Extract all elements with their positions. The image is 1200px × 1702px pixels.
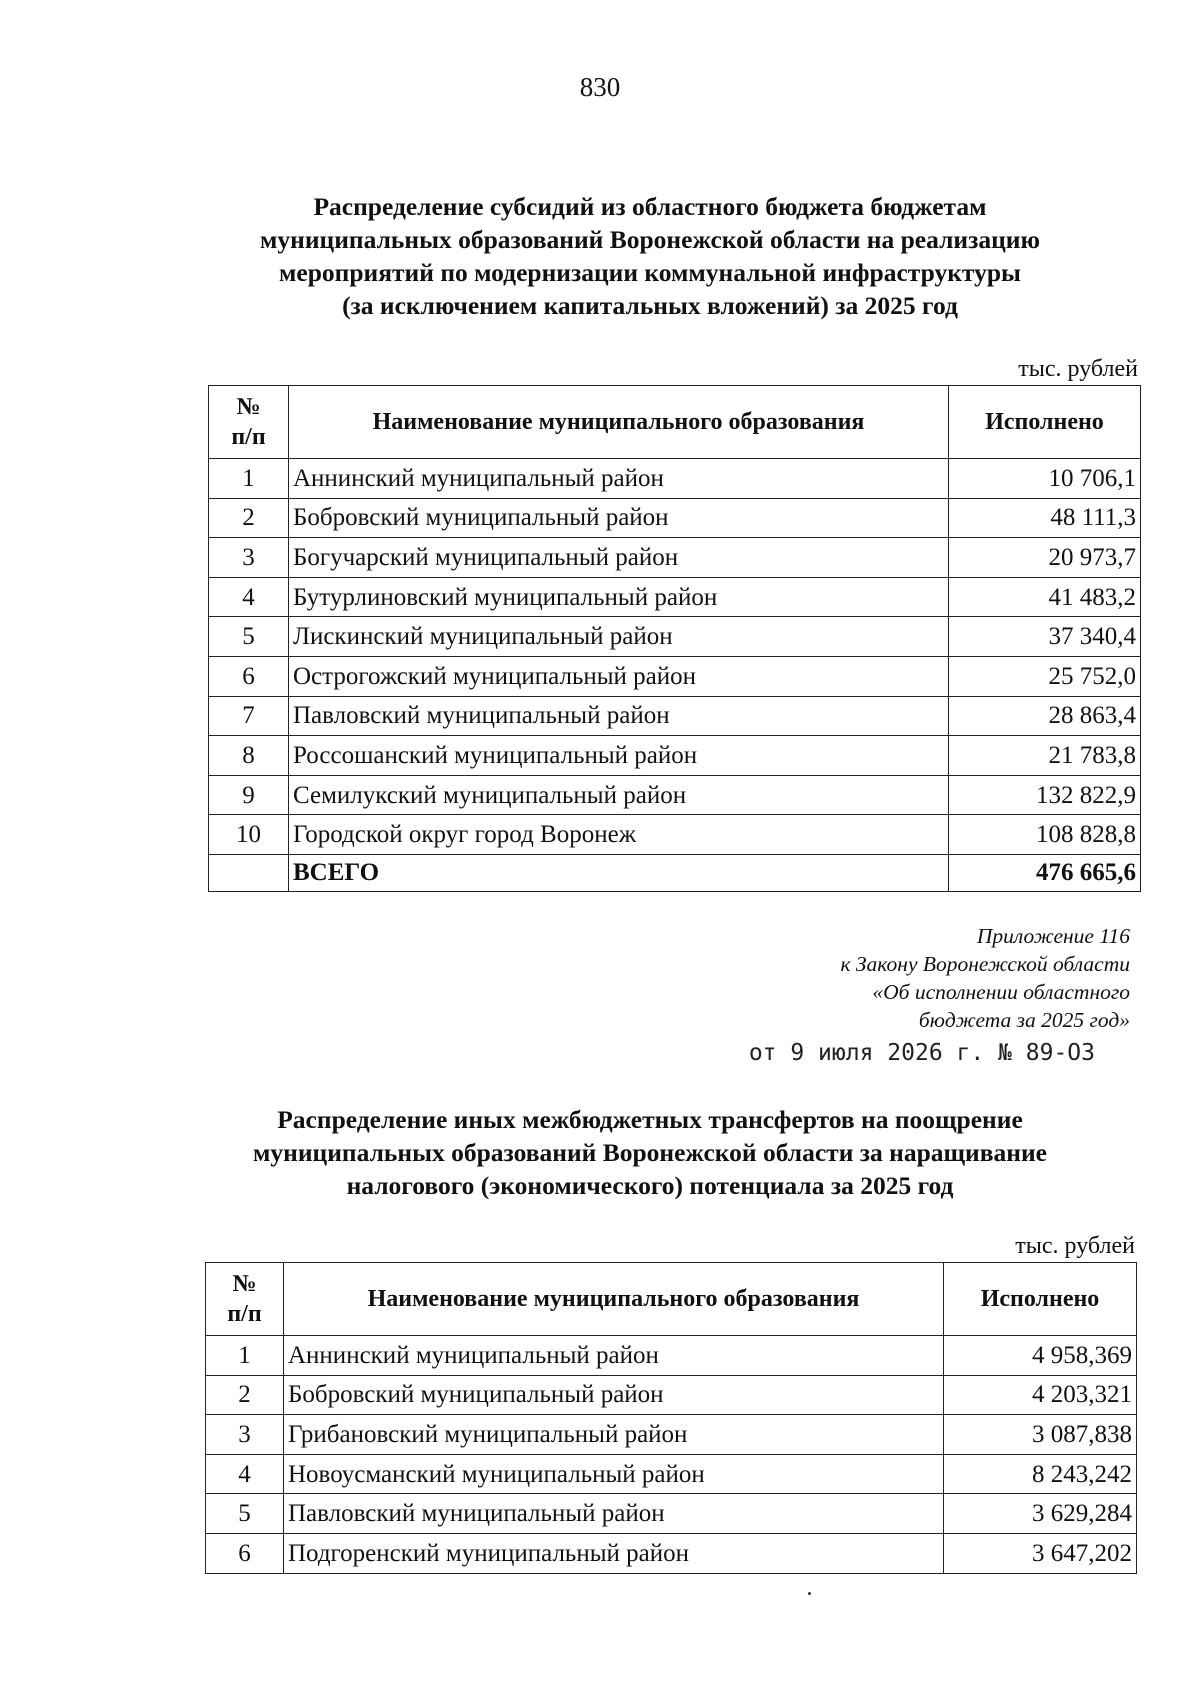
row-value: 37 340,4 <box>949 617 1141 657</box>
row-name: Острогожский муниципальный район <box>289 656 949 696</box>
table-row <box>209 459 1141 499</box>
section1-title-line: муниципальных образований Воронежской области на реализацию <box>260 225 1040 254</box>
row-num: 3 <box>209 538 289 578</box>
row-name: Грибановский муниципальный район <box>284 1415 944 1455</box>
appendix-line: к Закону Воронежской области <box>840 952 1130 976</box>
header-num: № п/п <box>209 386 289 459</box>
total-label: ВСЕГО <box>289 854 949 891</box>
row-value: 3 647,202 <box>944 1533 1137 1573</box>
row-value: 41 483,2 <box>949 577 1141 617</box>
section1-title <box>200 190 1100 322</box>
row-value: 8 243,242 <box>944 1454 1137 1494</box>
row-name: Новоусманский муниципальный район <box>284 1454 944 1494</box>
row-num: 3 <box>206 1415 284 1455</box>
table-total-row <box>209 854 1141 891</box>
appendix-line: Приложение 116 <box>976 924 1130 948</box>
row-num: 4 <box>206 1454 284 1494</box>
row-value: 10 706,1 <box>949 459 1141 499</box>
row-name: Бутурлиновский муниципальный район <box>289 577 949 617</box>
table-row <box>209 538 1141 578</box>
page-number: 830 <box>579 72 621 102</box>
row-value: 25 752,0 <box>949 656 1141 696</box>
table-header-row <box>209 386 1141 459</box>
section1-title-line: (за исключением капитальных вложений) за 2025 год <box>342 291 958 320</box>
appendix-stamp: от 9 июля 2026 г. № 89-ОЗ <box>748 1040 1095 1066</box>
row-name: Лискинский муниципальный район <box>289 617 949 657</box>
table-row <box>206 1494 1137 1534</box>
table-row <box>209 696 1141 736</box>
section2-title-line: Распределение иных межбюджетных трансфертов на поощрение <box>277 1105 1023 1134</box>
row-num: 2 <box>209 498 289 538</box>
row-name: Подгоренский муниципальный район <box>284 1533 944 1573</box>
header-value: Исполнено <box>949 386 1141 459</box>
table-row <box>209 656 1141 696</box>
table-row <box>206 1375 1137 1415</box>
section1-title-line: мероприятий по модернизации коммунальной инфраструктуры <box>279 258 1021 287</box>
appendix-line: «Об исполнении областного <box>872 980 1130 1004</box>
row-num: 5 <box>206 1494 284 1534</box>
header-num: № п/п <box>206 1263 284 1336</box>
table-row <box>209 498 1141 538</box>
table-header-row <box>206 1263 1137 1336</box>
section2-table <box>205 1262 1137 1574</box>
row-num: 10 <box>209 815 289 855</box>
stray-mark <box>808 1592 811 1595</box>
table-row <box>209 577 1141 617</box>
table-row <box>206 1454 1137 1494</box>
row-value: 4 958,369 <box>944 1336 1137 1376</box>
row-num: 2 <box>206 1375 284 1415</box>
row-num: 9 <box>209 775 289 815</box>
table-row <box>209 617 1141 657</box>
row-num: 1 <box>209 459 289 499</box>
row-value: 3 629,284 <box>944 1494 1137 1534</box>
row-name: Семилукский муниципальный район <box>289 775 949 815</box>
section1-title-line: Распределение субсидий из областного бюджета бюджетам <box>313 192 987 221</box>
row-num: 1 <box>206 1336 284 1376</box>
header-value: Исполнено <box>944 1263 1137 1336</box>
table-row <box>206 1415 1137 1455</box>
table-row <box>206 1533 1137 1573</box>
row-value: 4 203,321 <box>944 1375 1137 1415</box>
appendix-note <box>700 922 1130 1034</box>
row-name: Бобровский муниципальный район <box>284 1375 944 1415</box>
table-row <box>206 1336 1137 1376</box>
row-num: 5 <box>209 617 289 657</box>
table-row <box>209 815 1141 855</box>
section2-title-line: муниципальных образований Воронежской области за наращивание <box>253 1138 1047 1167</box>
section1-units: тыс. рублей <box>1018 356 1138 382</box>
row-value: 48 111,3 <box>949 498 1141 538</box>
header-name: Наименование муниципального образования <box>289 386 949 459</box>
row-name: Павловский муниципальный район <box>289 696 949 736</box>
row-value: 20 973,7 <box>949 538 1141 578</box>
table-row <box>209 736 1141 776</box>
row-value: 132 822,9 <box>949 775 1141 815</box>
section2-title-line: налогового (экономического) потенциала за 2025 год <box>346 1171 954 1200</box>
table-row <box>209 775 1141 815</box>
row-num: 6 <box>206 1533 284 1573</box>
section2-title <box>200 1103 1100 1202</box>
section1-table <box>208 385 1141 892</box>
row-name: Городской округ город Воронеж <box>289 815 949 855</box>
row-num: 7 <box>209 696 289 736</box>
row-name: Россошанский муниципальный район <box>289 736 949 776</box>
header-name: Наименование муниципального образования <box>284 1263 944 1336</box>
row-name: Бобровский муниципальный район <box>289 498 949 538</box>
row-name: Аннинский муниципальный район <box>284 1336 944 1376</box>
row-num: 4 <box>209 577 289 617</box>
row-num: 6 <box>209 656 289 696</box>
row-value: 108 828,8 <box>949 815 1141 855</box>
section2-units: тыс. рублей <box>1015 1233 1135 1259</box>
row-value: 3 087,838 <box>944 1415 1137 1455</box>
row-name: Аннинский муниципальный район <box>289 459 949 499</box>
row-value: 21 783,8 <box>949 736 1141 776</box>
row-name: Богучарский муниципальный район <box>289 538 949 578</box>
row-name: Павловский муниципальный район <box>284 1494 944 1534</box>
appendix-line: бюджета за 2025 год» <box>918 1008 1130 1032</box>
row-num: 8 <box>209 736 289 776</box>
row-value: 28 863,4 <box>949 696 1141 736</box>
total-value: 476 665,6 <box>949 854 1141 891</box>
total-num <box>209 854 289 891</box>
